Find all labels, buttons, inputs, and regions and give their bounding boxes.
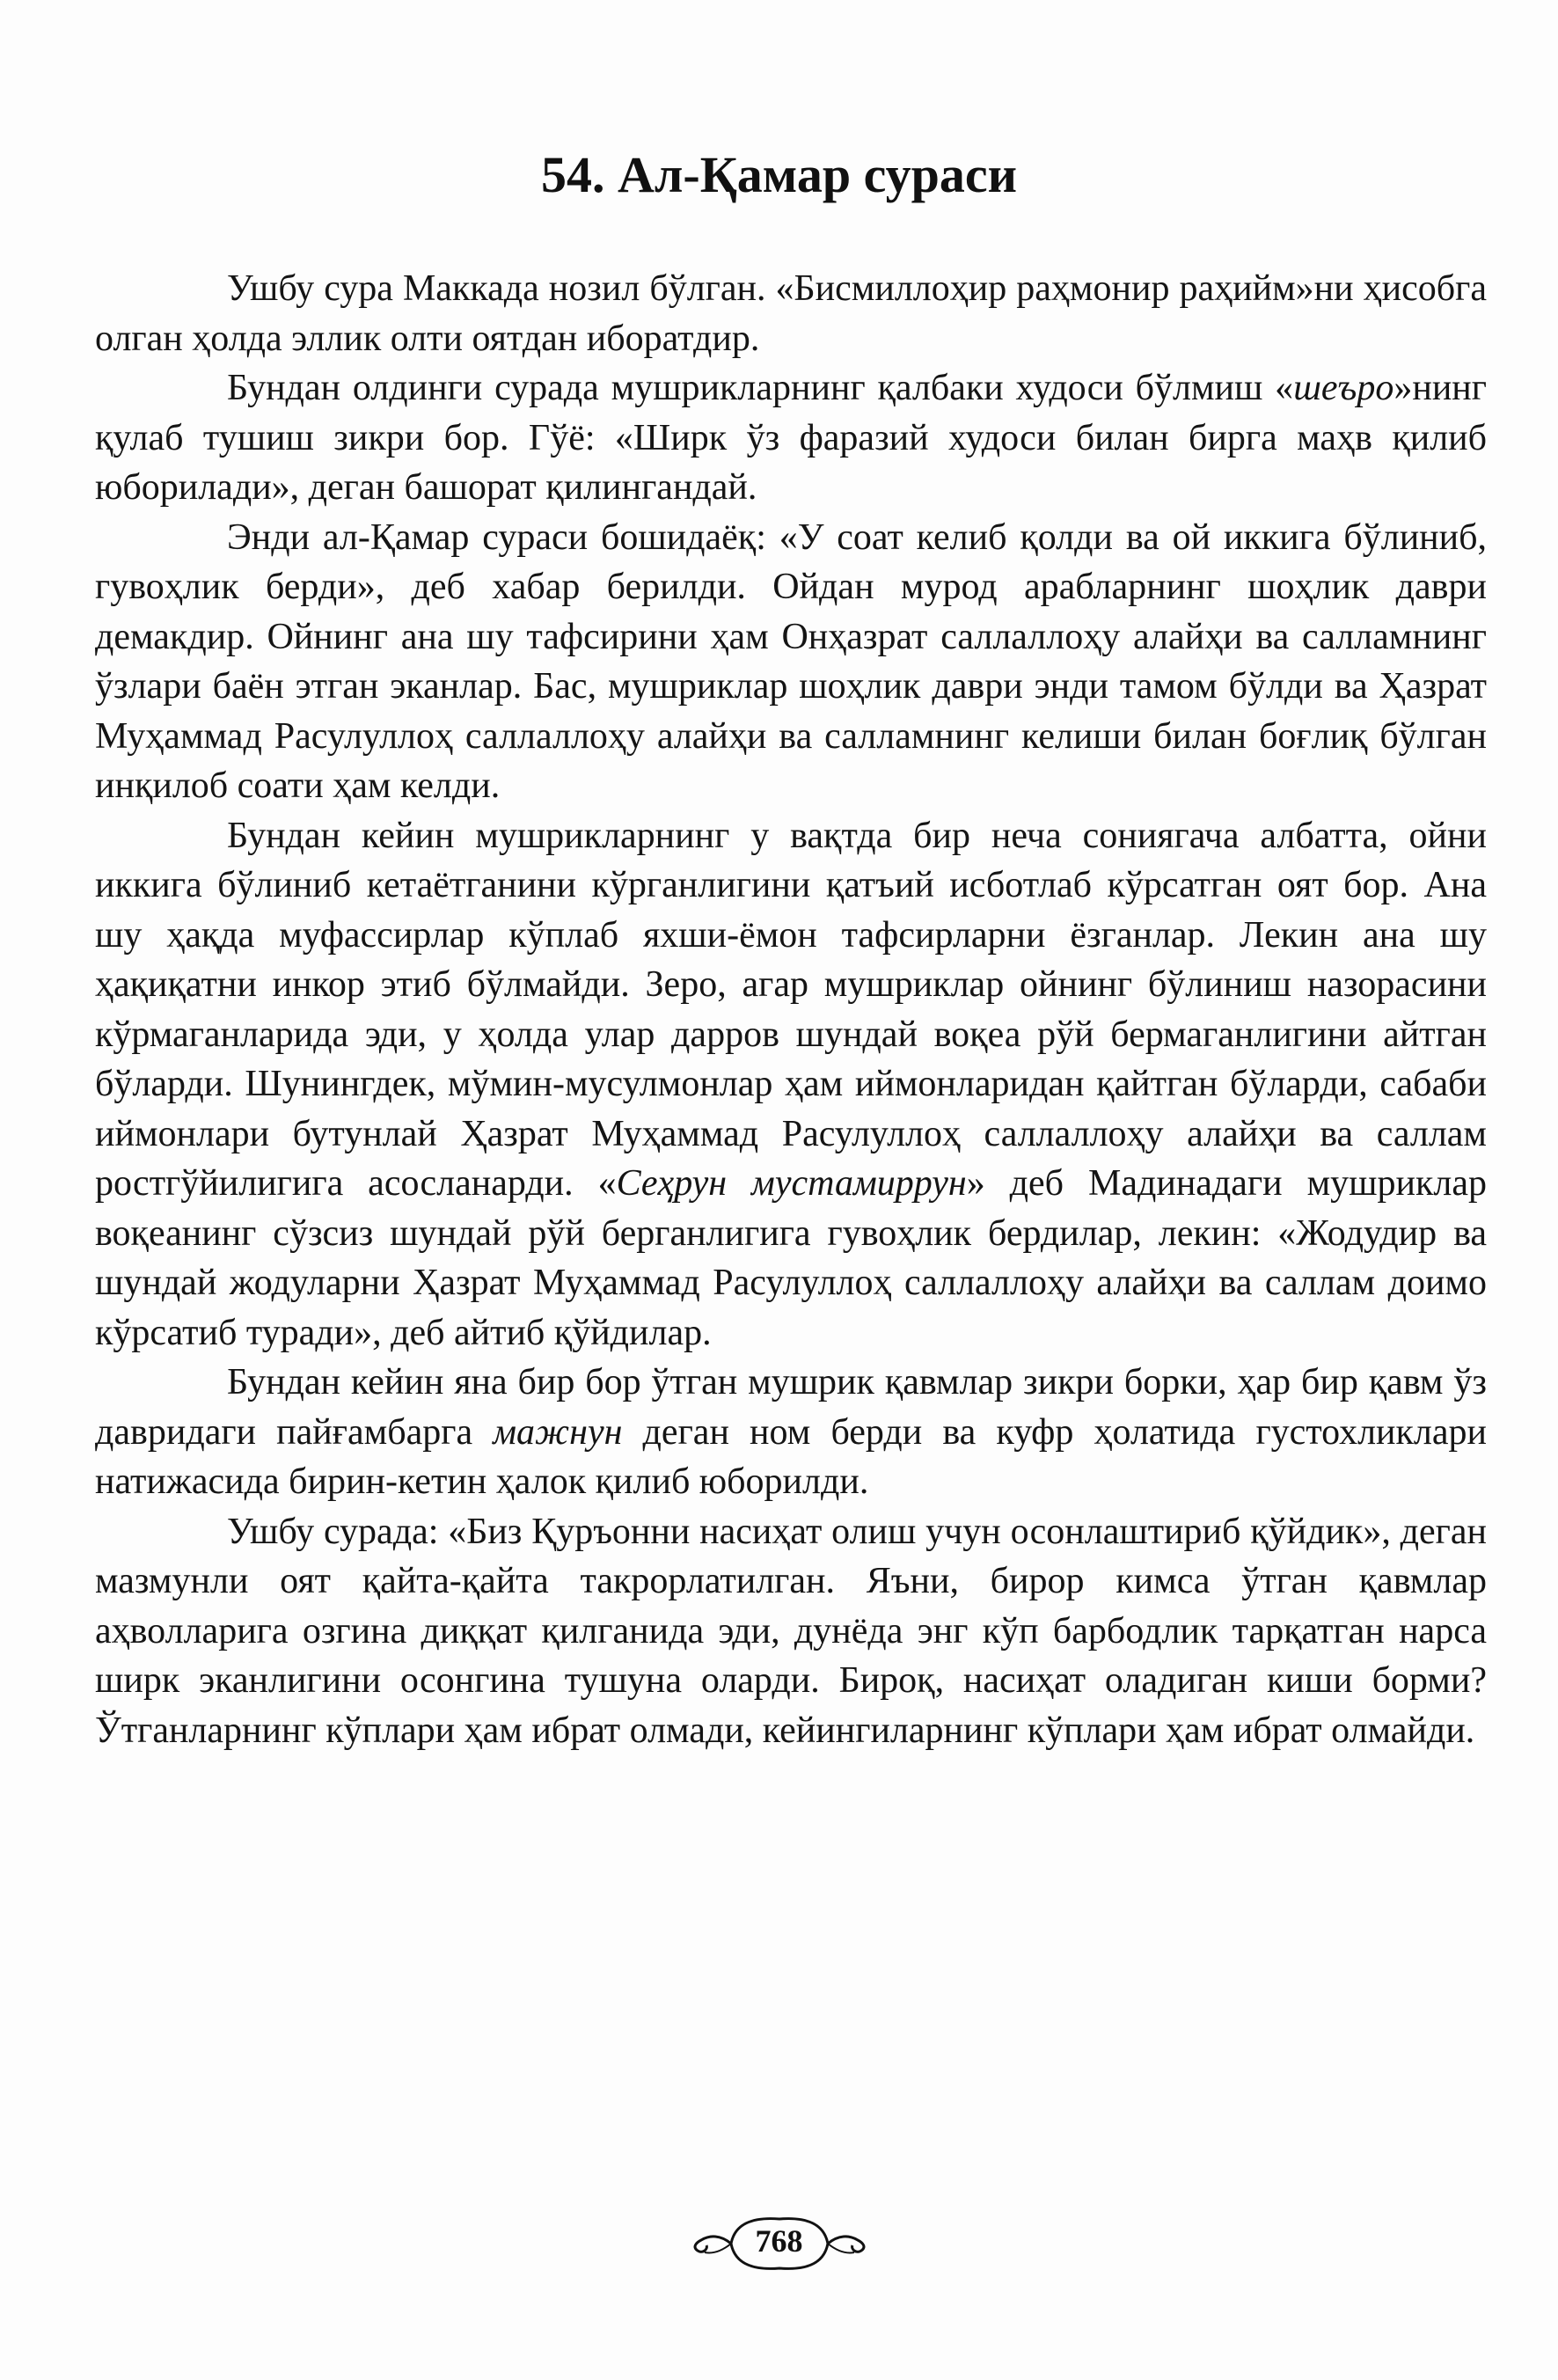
text-run: деган ном берди ва куфр ҳолатида густохликлари натижасида бирин-кетин ҳалок қилиб юборилди.	[95, 1411, 1487, 1502]
text-run: Бундан олдинги сурада мушрикларнинг қалбаки худоси бўлмиш «	[227, 368, 1294, 408]
paragraph	[95, 363, 1487, 513]
paragraph	[95, 811, 1487, 1358]
italic-term: Сеҳрун мустамиррун	[616, 1163, 967, 1204]
paragraph	[95, 513, 1487, 811]
text-run: Ушбу сура Маккада нозил бўлган. «Бисмиллоҳир раҳмонир раҳийм»ни ҳисобга олган ҳолда эллик олти оятдан иборатдир.	[95, 268, 1487, 359]
italic-term: мажнун	[493, 1411, 623, 1453]
text-run: »нинг қулаб тушиш зикри бор. Гўё: «Ширк ўз фаразий худоси билан бирга маҳв қилиб юборилади», деган башорат қилингандай.	[95, 368, 1487, 508]
italic-term: шеъро	[1293, 368, 1394, 408]
text-run: Бундан кейин мушрикларнинг у вақтда бир неча сониягача албатта, ойни иккига бўлиниб кетаётганини кўрганлигини қатъий исботлаб кўрсатган оят бор. Ана шу ҳақда муфассирлар кўплаб яхши-ёмон тафсирларни ёзганлар. Лекин ана шу ҳақиқатни инкор этиб бўлмайди. Зеро, агар мушриклар ойнинг бўлиниш назорасини кўрмаганларида эди, у ҳолда улар дарров шундай воқеа рўй бермаганлигини айтган бўларди. Шунингдек, мўмин-мусулмонлар ҳам иймонларидан қайтган бўларди, сабаби иймонлари бутунлай Ҳазрат Муҳаммад Расулуллоҳ саллаллоҳу алайҳи ва саллам ростгўйилигига асосланарди. «	[95, 815, 1487, 1204]
page-number: 768	[755, 2223, 803, 2259]
text-run: Энди ал-Қамар сураси бошидаёқ: «У соат келиб қолди ва ой иккига бўлиниб, гувоҳлик берди», деб хабар берилди. Ойдан мурод арабларнинг шоҳлик даври демакдир. Ойнинг ана шу тафсирини ҳам Онҳазрат саллаллоҳу алайҳи ва салламнинг ўзлари баён этган эканлар. Бас, мушриклар шоҳлик даври энди тамом бўлди ва Ҳазрат Муҳаммад Расулуллоҳ саллаллоҳу алайҳи ва салламнинг келиши билан боғлиқ бўлган инқилоб соати ҳам келди.	[95, 516, 1487, 806]
page-number-ornament	[687, 2208, 872, 2279]
body-text	[95, 264, 1487, 1755]
paragraph	[95, 1507, 1487, 1756]
paragraph	[95, 1358, 1487, 1507]
text-run: Ушбу сурада: «Биз Қуръонни насиҳат олиш учун осонлаштириб қўйдик», деган мазмунли оят қайта-қайта такрорлатилган. Яъни, бирор кимса ўтган қавмлар аҳволларига озгина диққат қилганида эди, дунёда энг кўп барбодлик тарқатган нарса ширк эканлигини осонгина тушуна оларди. Бироқ, насиҳат оладиган киши борми? Ўтганларнинг кўплари ҳам ибрат олмади, кейингиларнинг кўплари ҳам ибрат олмайди.	[95, 1511, 1487, 1751]
page-title: 54. Ал-Қамар сураси	[540, 146, 1018, 203]
text-run: » деб Мадинадаги мушриклар воқеанинг сўзсиз шундай рўй берганлигига гувоҳлик бердилар, лекин: «Жодудир ва шундай жодуларни Ҳазрат Муҳаммад Расулуллоҳ саллаллоҳу алайҳи ва саллам доимо кўрсатиб туради», деб айтиб қўйдилар.	[95, 1163, 1487, 1353]
paragraph	[95, 264, 1487, 363]
page-footer	[0, 2208, 1558, 2283]
text-run: Бундан кейин яна бир бор ўтган мушрик қавмлар зикри борки, ҳар бир қавм ўз давридаги пайғамбарга	[95, 1362, 1487, 1453]
